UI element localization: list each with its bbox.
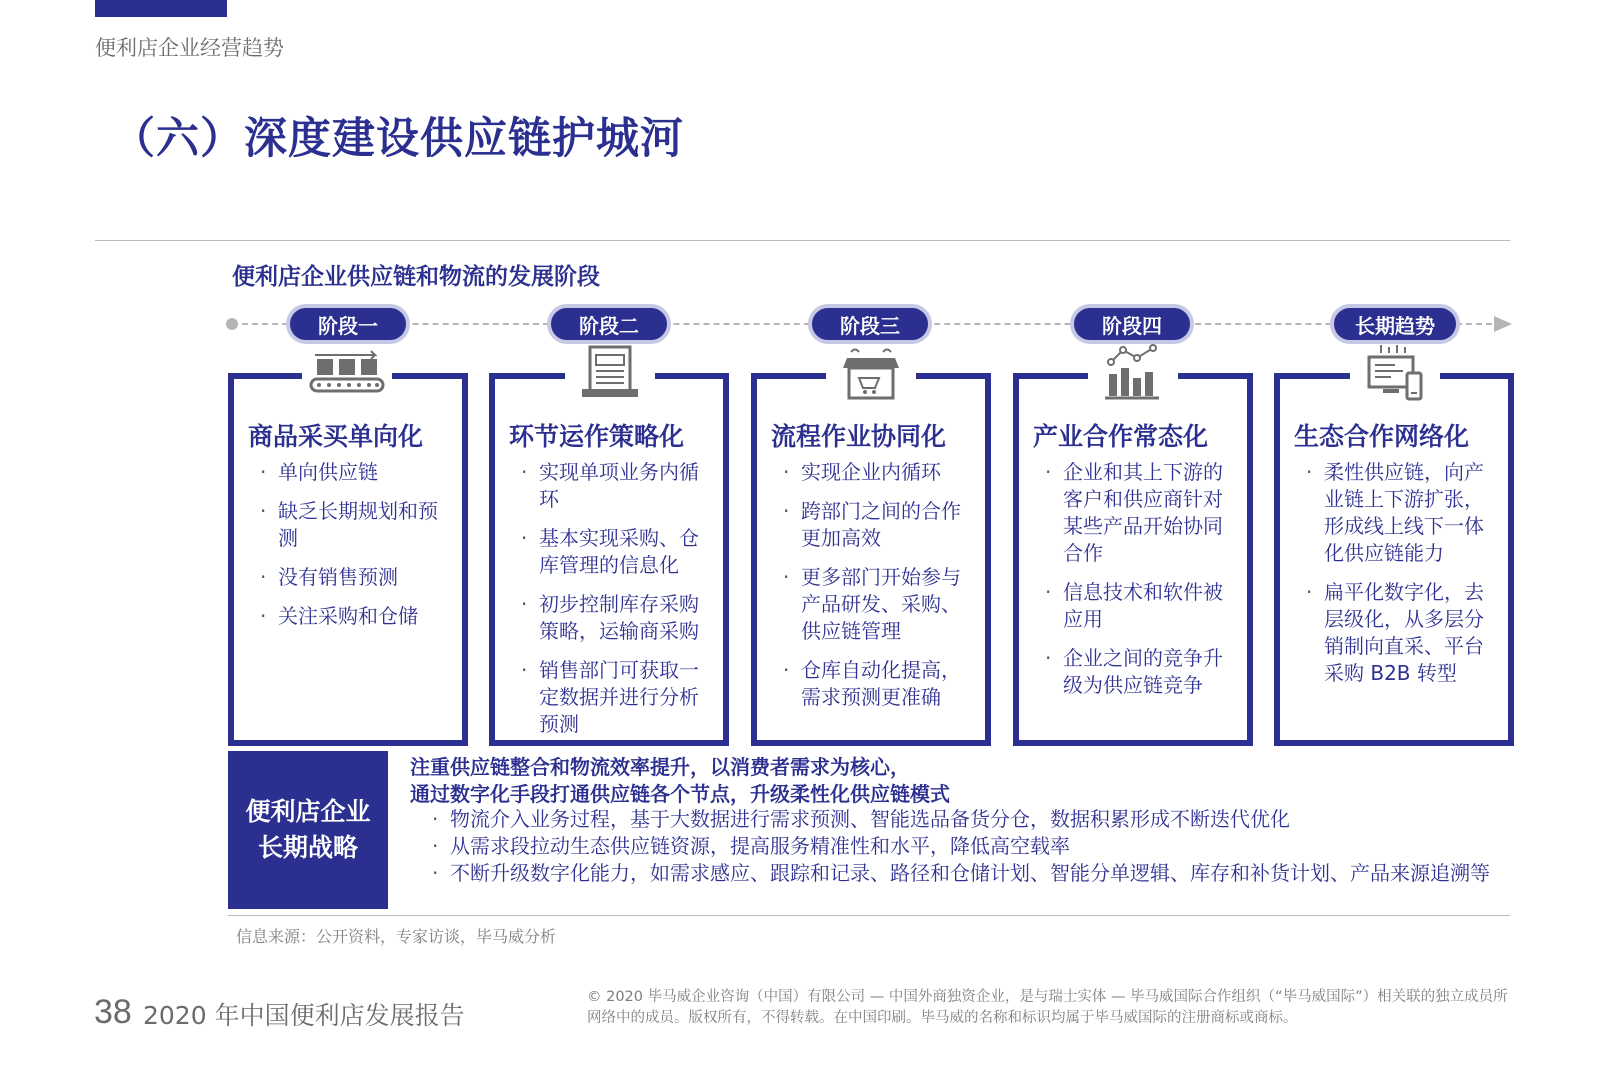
stage-card-5 xyxy=(1274,373,1514,746)
strategy-headline-line1: 注重供应链整合和物流效率提升，以消费者需求为核心， xyxy=(410,755,910,779)
page-title: （六）深度建设供应链护城河 xyxy=(112,114,684,164)
stage-bullet: · 初步控制库存采购策略，运输商采购 xyxy=(513,591,715,645)
stage-bullet: · 跨部门之间的合作更加高效 xyxy=(775,498,977,552)
stage-bullet: · 更多部门开始参与产品研发、采购、供应链管理 xyxy=(775,564,977,645)
page-number: 38 xyxy=(94,993,132,1031)
stage-pill-3: 阶段三 xyxy=(808,304,932,344)
timeline-arrow-icon xyxy=(1494,316,1512,332)
top-accent-bar xyxy=(95,0,227,17)
strategy-bullet: · 从需求段拉动生态供应链资源，提高服务精准性和水平，降低高空载率 xyxy=(428,833,1508,860)
stage-pill-4: 阶段四 xyxy=(1070,304,1194,344)
stage-title: 商品采买单向化 xyxy=(248,422,424,451)
stage-pill-1: 阶段一 xyxy=(286,304,410,344)
timeline-start-dot xyxy=(226,318,238,330)
stage-card-2 xyxy=(489,373,729,746)
stage-bullets xyxy=(252,459,454,642)
stage-bullet: · 单向供应链 xyxy=(252,459,454,486)
stage-bullet: · 基本实现采购、仓库管理的信息化 xyxy=(513,525,715,579)
stage-bullet: · 柔性供应链，向产业链上下游扩张，形成线上线下一体化供应链能力 xyxy=(1298,459,1500,567)
strategy-label-box xyxy=(228,751,388,909)
stage-card-1 xyxy=(228,373,468,746)
source-note: 信息来源：公开资料，专家访谈，毕马威分析 xyxy=(236,927,557,946)
stage-bullet: · 实现单项业务内循环 xyxy=(513,459,715,513)
stage-title: 环节运作策略化 xyxy=(509,422,685,451)
stage-card-3 xyxy=(751,373,991,746)
stage-title: 生态合作网络化 xyxy=(1294,422,1470,451)
strategy-bullet: · 不断升级数字化能力，如需求感应、跟踪和记录、路径和仓储计划、智能分单逻辑、库存和补货计划、产品来源追溯等 xyxy=(428,860,1508,887)
stage-bullet: · 缺乏长期规划和预测 xyxy=(252,498,454,552)
stage-bullet: · 仓库自动化提高，需求预测更准确 xyxy=(775,657,977,711)
strategy-bullets xyxy=(428,806,1508,887)
strategy-headline xyxy=(410,754,950,808)
strategy-headline-line2: 通过数字化手段打通供应链各个节点，升级柔性化供应链模式 xyxy=(410,782,950,806)
stage-bullet: · 没有销售预测 xyxy=(252,564,454,591)
stage-bullet: · 关注采购和仓储 xyxy=(252,603,454,630)
bar-chart-icon xyxy=(1088,343,1178,403)
stage-card-4 xyxy=(1013,373,1253,746)
title-divider xyxy=(95,240,1510,241)
strategy-bullet: · 物流介入业务过程，基于大数据进行需求预测、智能选品备货分仓，数据积累形成不断迭代优化 xyxy=(428,806,1508,833)
smart-store-icon xyxy=(826,343,916,403)
document-icon xyxy=(565,343,655,403)
stage-bullet: · 企业和其上下游的客户和供应商针对某些产品开始协同合作 xyxy=(1037,459,1239,567)
stage-bullets xyxy=(775,459,977,723)
stage-pill-2: 阶段二 xyxy=(547,304,671,344)
stage-bullet: · 信息技术和软件被应用 xyxy=(1037,579,1239,633)
stage-title: 流程作业协同化 xyxy=(771,422,947,451)
strategy-label-line1: 便利店企业 xyxy=(245,797,371,826)
stage-pill-trend: 长期趋势 xyxy=(1330,304,1460,344)
stage-bullets xyxy=(513,459,715,750)
chart-title: 便利店企业供应链和物流的发展阶段 xyxy=(232,264,600,290)
stage-bullet: · 实现企业内循环 xyxy=(775,459,977,486)
stage-title: 产业合作常态化 xyxy=(1033,422,1209,451)
devices-icon xyxy=(1350,343,1440,403)
strategy-label-line2: 长期战略 xyxy=(257,833,358,862)
stage-bullet: · 企业之间的竞争升级为供应链竞争 xyxy=(1037,645,1239,699)
stage-bullet: · 扁平化数字化，去层级化，从多层分销制向直采、平台采购 B2B 转型 xyxy=(1298,579,1500,687)
conveyor-icon xyxy=(302,343,392,403)
section-label: 便利店企业经营趋势 xyxy=(95,36,284,60)
report-title: 2020 年中国便利店发展报告 xyxy=(143,1001,465,1030)
copyright-notice: © 2020 毕马威企业咨询（中国）有限公司 — 中国外商独资企业，是与瑞士实体 — 毕马威国际合作组织（“毕马威国际”）相关联的独立成员所网络中的成员。版权所有，不得转载。在中国印刷。毕马威的名称和标识均属于毕马威国际的注册商标或商标。 xyxy=(587,989,1508,1026)
stage-bullet: · 销售部门可获取一定数据并进行分析预测 xyxy=(513,657,715,738)
strategy-divider xyxy=(228,915,1510,916)
stage-bullets xyxy=(1037,459,1239,711)
stage-bullets xyxy=(1298,459,1500,699)
